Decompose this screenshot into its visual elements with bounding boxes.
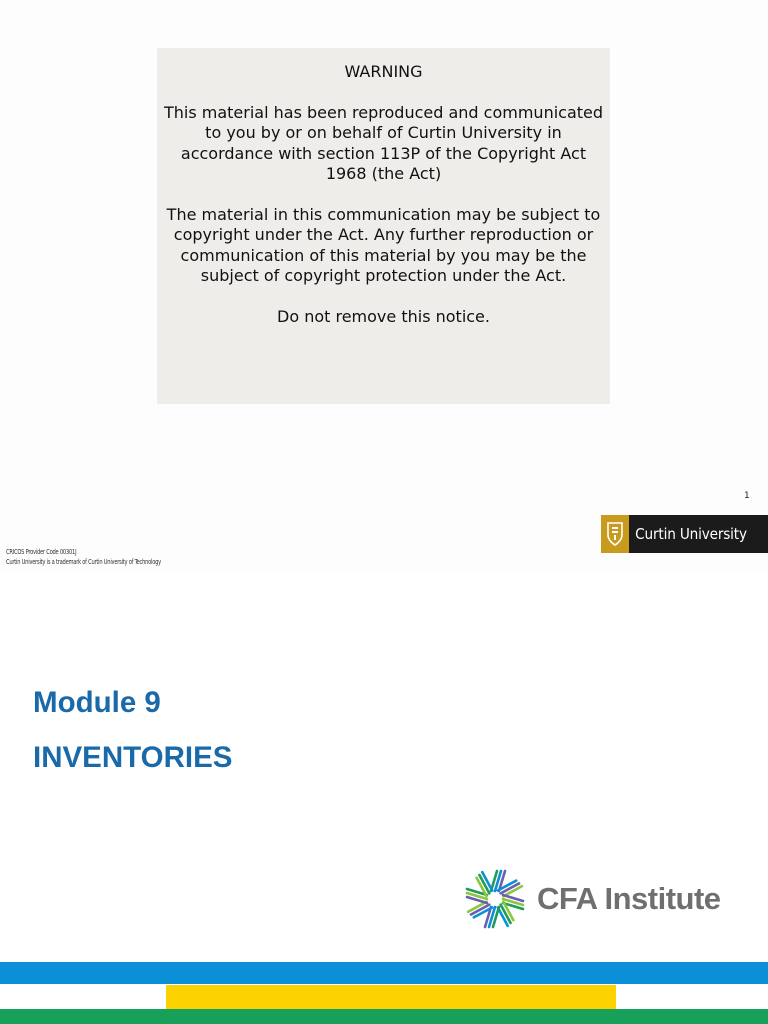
- footer-band-green: [0, 1009, 768, 1024]
- warning-paragraph-3: Do not remove this notice.: [277, 306, 490, 326]
- warning-heading: WARNING: [344, 62, 423, 81]
- cfa-logo-text: CFA Institute: [537, 881, 721, 916]
- module-subtitle: INVENTORIES: [33, 741, 233, 774]
- footer-band-blue: [0, 962, 768, 984]
- curtin-crest-icon: [601, 515, 629, 553]
- copyright-warning-box: [157, 48, 610, 404]
- curtin-university-logo: [601, 515, 768, 553]
- cfa-starburst-icon: [465, 868, 525, 930]
- page-number: 1: [744, 491, 750, 501]
- curtin-logo-text: Curtin University: [635, 525, 747, 543]
- cfa-institute-logo: [465, 868, 721, 930]
- warning-paragraph-2: The material in this communication may be subject to copyright under the Act. Any further reproduction or communication of this material by you may be the subject of copyright protection under the Act.: [166, 204, 601, 285]
- footnote-line-1: CRICOS Provider Code 00301J: [6, 548, 77, 556]
- warning-paragraph-1: This material has been reproduced and communicated to you by or on behalf of Curtin University in accordance with section 113P of the Copyright Act 1968 (the Act): [163, 102, 604, 183]
- footer-band-yellow: [166, 985, 616, 1009]
- footnote-line-2: Curtin University is a trademark of Curtin University of Technology: [6, 557, 161, 566]
- module-title: Module 9: [33, 686, 161, 719]
- cricos-footnote: [6, 548, 161, 567]
